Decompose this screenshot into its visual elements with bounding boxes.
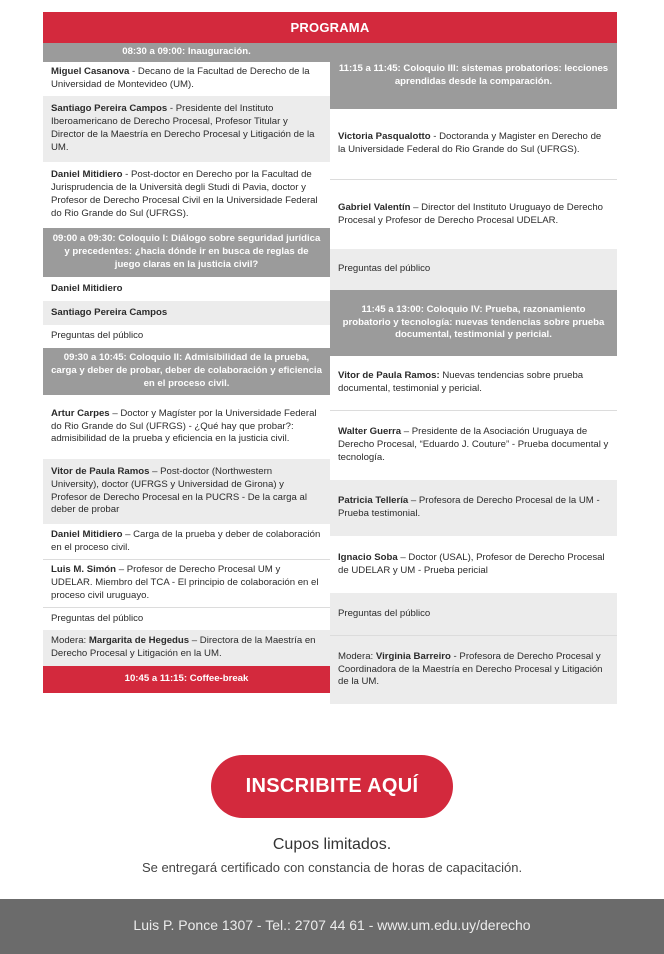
program-columns (43, 43, 617, 704)
session-header (43, 348, 330, 395)
speaker-description: - Presidente del Instituto Iberoamericano de Derecho Procesal, Profesor Titular y Director de la Maestría en Derecho Procesal y Litigación de la UM. (51, 103, 315, 153)
limited-seats-note: Cupos limitados. (272, 836, 392, 853)
speaker-entry (51, 529, 322, 555)
speaker-entry (51, 66, 322, 92)
speaker-description: – Directora de la Maestría en Derecho Procesal y Litigación en la UM. (51, 635, 316, 659)
speaker-entry (51, 307, 322, 320)
session-title: 09:30 a 10:45: Coloquio II: Admisibilidad de la prueba, carga y deber de probar, deber de colaboración y eficiencia en el proceso civil. (51, 352, 322, 389)
speaker-name: Patricia Tellería (338, 495, 409, 507)
speaker-description: - Decano de la Facultad de Derecho de la Universidad de Montevideo (UM). (51, 66, 310, 90)
speaker-entry (338, 131, 609, 157)
speaker-name: Miguel Casanova (51, 66, 130, 78)
questions-label: Preguntas del público (338, 607, 431, 619)
moderator-row (43, 630, 330, 666)
speaker-row (43, 395, 330, 459)
speaker-description: – Profesora de Derecho Procesal de la UM - Prueba testimonial. (338, 495, 600, 519)
speaker-name: Virginia Barreiro (375, 650, 451, 662)
certificate-note: Se entregará certificado con constancia de horas de capacitación. (141, 860, 523, 875)
session-header (330, 290, 617, 356)
questions-row (43, 607, 330, 630)
speaker-description: – Post-doctor (Northwestern University), doctor (UFRGS y Universidad de Girona) y Profesor de Derecho Procesal en la PUCRS - De la carga al deber de probar (51, 465, 307, 516)
questions-label: Preguntas del público (338, 263, 431, 275)
speaker-name: Vitor de Paula Ramos: (338, 370, 440, 382)
speaker-entry (51, 564, 322, 603)
coffee-break-row (43, 666, 330, 693)
speaker-name: Margarita de Hegedus (88, 635, 190, 647)
speaker-description: – Presidente de la Asociación Uruguaya de Derecho Procesal, “Eduardo J. Couture” - Prueba documental y tecnología. (338, 426, 609, 463)
speaker-name: Santiago Pereira Campos (51, 103, 168, 115)
speaker-name: Daniel Mitidiero (51, 528, 123, 540)
speaker-entry (338, 495, 609, 521)
speaker-entry (51, 169, 322, 221)
speaker-row (43, 277, 330, 301)
speaker-name: Victoria Pasqualotto (338, 131, 431, 143)
questions-row (330, 593, 617, 635)
speaker-row (330, 480, 617, 536)
speaker-row (330, 356, 617, 410)
speaker-name: Daniel Mitidiero (51, 282, 123, 294)
speaker-name: Walter Guerra (338, 426, 402, 438)
program-table (43, 12, 617, 704)
speaker-row (43, 162, 330, 228)
speaker-description: Nuevas tendencias sobre prueba documental, testimonial y pericial. (338, 370, 584, 394)
session-title: 10:45 a 11:15: Coffee-break (124, 673, 249, 685)
speaker-entry (51, 408, 322, 447)
speaker-row (43, 459, 330, 524)
program-title: PROGRAMA (43, 12, 617, 43)
speaker-entry (51, 103, 322, 155)
questions-row (43, 325, 330, 348)
speaker-row (43, 559, 330, 607)
speaker-name: Daniel Mitidiero (51, 169, 123, 181)
speaker-row (43, 62, 330, 96)
moderator-lead: Modera: (51, 635, 89, 647)
speaker-name: Vitor de Paula Ramos (51, 465, 150, 477)
moderator-row (330, 635, 617, 704)
speaker-entry (338, 426, 609, 465)
speaker-entry (51, 466, 322, 518)
speaker-description: – Director del Instituto Uruguayo de Derecho Procesal y Profesor de Derecho Procesal UDELAR. (338, 201, 604, 226)
speaker-name: Santiago Pereira Campos (51, 306, 168, 318)
speaker-row (330, 179, 617, 249)
questions-label: Preguntas del público (51, 330, 144, 342)
speaker-entry (51, 635, 322, 661)
footer-contact: Luis P. Ponce 1307 - Tel.: 2707 44 61 - www.um.edu.uy/derecho (0, 899, 664, 954)
speaker-entry (338, 202, 609, 228)
program-column-right (330, 43, 617, 704)
session-header (43, 228, 330, 277)
speaker-description: - Doctoranda y Magister en Derecho de la Universidade Federal do Rio Grande do Sul (UFRGS). (338, 131, 602, 155)
speaker-description: - Profesora de Derecho Procesal y Coordinadora de la Maestría en Derecho Procesal y Litigación de la UM. (338, 650, 603, 688)
speaker-description: – Profesor de Derecho Procesal UM y UDELAR. Miembro del TCA - El principio de colaboración en el proceso civil uruguayo. (51, 564, 319, 601)
speaker-description: – Carga de la prueba y deber de colaboración en el proceso civil. (51, 528, 321, 553)
speaker-name: Artur Carpes (51, 407, 110, 419)
speaker-row (330, 109, 617, 179)
speaker-entry (51, 283, 322, 296)
speaker-name: Ignacio Soba (338, 551, 398, 563)
speaker-entry (338, 552, 609, 578)
speaker-description: – Doctor (USAL), Profesor de Derecho Procesal de UDELAR y UM - Prueba pericial (338, 551, 605, 576)
speaker-description: - Post-doctor en Derecho por la Facultad de Jurisprudencia de la Università degli Studi di Pavia, doctor y Profesor de Derecho Procesal Civil en la Universidade Federal do Rio Grande do Sul (UFRGS). (51, 169, 318, 219)
speaker-row (43, 96, 330, 162)
speaker-row (43, 301, 330, 325)
session-title: 09:00 a 09:30: Coloquio I: Diálogo sobre seguridad jurídica y precedentes: ¿hacia dónde ir en busca de reglas de juego claras en la justicia civil? (52, 233, 321, 270)
session-title: 08:30 a 09:00: Inauguración. (122, 46, 251, 58)
session-header (43, 43, 330, 62)
session-title: 11:45 a 13:00: Coloquio IV: Prueba, razonamiento probatorio y tecnología: nuevas tendencias sobre prueba documental, testimonial y pericial. (342, 303, 605, 341)
program-column-left (43, 43, 330, 704)
speaker-name: Gabriel Valentín (338, 201, 411, 213)
speaker-description: – Doctor y Magíster por la Universidade Federal do Rio Grande do Sul (UFRGS) - ¿Qué hay que probar?: admisibilidad de la prueba y eficiencia en la justicia civil. (51, 407, 317, 445)
speaker-entry (338, 370, 609, 396)
session-header (330, 43, 617, 109)
speaker-entry (338, 651, 609, 690)
register-button[interactable]: INSCRIBITE AQUÍ (211, 755, 453, 818)
moderator-lead: Modera: (338, 650, 376, 662)
questions-label: Preguntas del público (51, 612, 144, 624)
speaker-name: Luis M. Simón (51, 564, 117, 576)
speaker-row (330, 536, 617, 593)
session-title: 11:15 a 11:45: Coloquio III: sistemas probatorios: lecciones aprendidas desde la comparación. (338, 63, 609, 87)
speaker-row (330, 410, 617, 480)
questions-row (330, 249, 617, 290)
speaker-row (43, 524, 330, 559)
